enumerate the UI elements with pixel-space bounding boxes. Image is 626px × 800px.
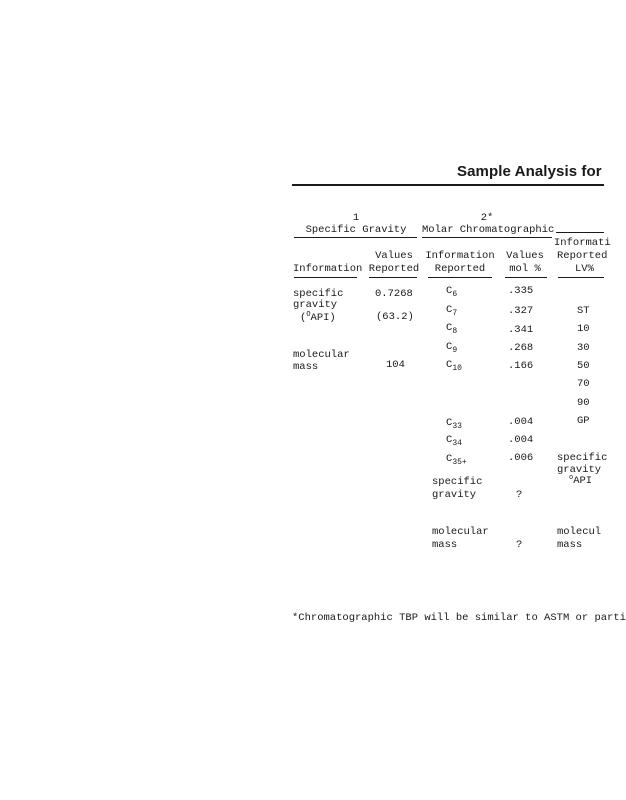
component-label: $C_6$	[446, 285, 458, 299]
col3-row: 70	[577, 378, 590, 390]
col1-mm-label-2: mass	[293, 361, 319, 373]
col1-sg-label: specific	[293, 288, 344, 300]
col3-header-reported: Reported	[557, 250, 608, 262]
component-value: .004	[508, 434, 534, 446]
col1-mm-label: molecular	[293, 349, 350, 361]
col3-row: 10	[577, 323, 590, 335]
col2-mm-value: ?	[516, 539, 523, 551]
component-value: .166	[508, 360, 534, 372]
component-label: $C_9$	[446, 341, 458, 355]
col2-info-rule	[428, 277, 492, 278]
component-label: $C_{34}$	[446, 434, 462, 448]
col2-header-values: Values	[506, 250, 544, 262]
col2-sg-label: specific	[432, 476, 483, 488]
col2-number: 2*	[480, 212, 494, 224]
col1-header-information: Information	[293, 263, 363, 275]
col3-row: ST	[577, 305, 590, 317]
page-title: Sample Analysis for	[457, 163, 602, 180]
col1-api-value: (63.2)	[376, 311, 414, 323]
col1-header-values: Values	[375, 250, 413, 262]
col3-mm-label-2: mass	[557, 539, 583, 551]
col1-values-rule	[369, 277, 417, 278]
col1-header-reported: Reported	[368, 263, 420, 275]
component-value: .004	[508, 416, 534, 428]
col2-sg-value: ?	[516, 489, 523, 501]
footnote: *Chromatographic TBP will be similar to ASTM or parti	[292, 612, 626, 624]
col2-heading-rule	[422, 237, 552, 238]
col1-sg-value: 0.7268	[375, 288, 413, 300]
col3-row: 50	[577, 360, 590, 372]
col3-info-rule	[558, 277, 604, 278]
col3-row: GP	[577, 415, 590, 427]
col1-sg-label-2: gravity	[293, 299, 338, 311]
component-value: .335	[508, 285, 534, 297]
col1-heading: Specific Gravity	[305, 224, 407, 236]
col3-api-label: $^o$API	[569, 474, 593, 487]
col3-sg-label-2: gravity	[557, 464, 602, 476]
col1-heading-rule	[294, 237, 417, 238]
col2-header-molpct: mol %	[509, 263, 541, 275]
title-rule	[292, 184, 604, 186]
component-label: $C_{35+}$	[446, 453, 467, 467]
component-label: $C_8$	[446, 322, 458, 336]
col3-mm-label: molecul	[557, 526, 602, 538]
col1-mm-value: 104	[386, 359, 405, 371]
component-label: $C_{10}$	[446, 359, 462, 373]
col3-row: 90	[577, 397, 590, 409]
col2-mm-label-2: mass	[432, 539, 458, 551]
col3-sg-label: specific	[557, 452, 608, 464]
col2-mm-label: molecular	[432, 526, 489, 538]
component-value: .268	[508, 342, 534, 354]
col2-header-reported: Reported	[434, 263, 486, 275]
col1-number: 1	[352, 212, 360, 224]
col2-sg-label-2: gravity	[432, 489, 477, 501]
col2-header-info: Information	[425, 250, 495, 262]
component-value: .006	[508, 452, 534, 464]
col2-heading: Molar Chromatographic	[422, 224, 555, 236]
col3-heading-rule	[556, 232, 604, 233]
col3-header-lv: LV%	[575, 263, 594, 275]
component-value: .327	[508, 305, 534, 317]
col3-header-info: Informati	[554, 237, 611, 249]
col1-api-label: ($^O$API)	[300, 311, 336, 324]
component-label: $C_{33}$	[446, 417, 462, 431]
component-value: .341	[508, 324, 534, 336]
component-label: $C_7$	[446, 304, 458, 318]
col1-info-rule	[294, 277, 357, 278]
col3-row: 30	[577, 342, 590, 354]
col2-values-rule	[505, 277, 547, 278]
